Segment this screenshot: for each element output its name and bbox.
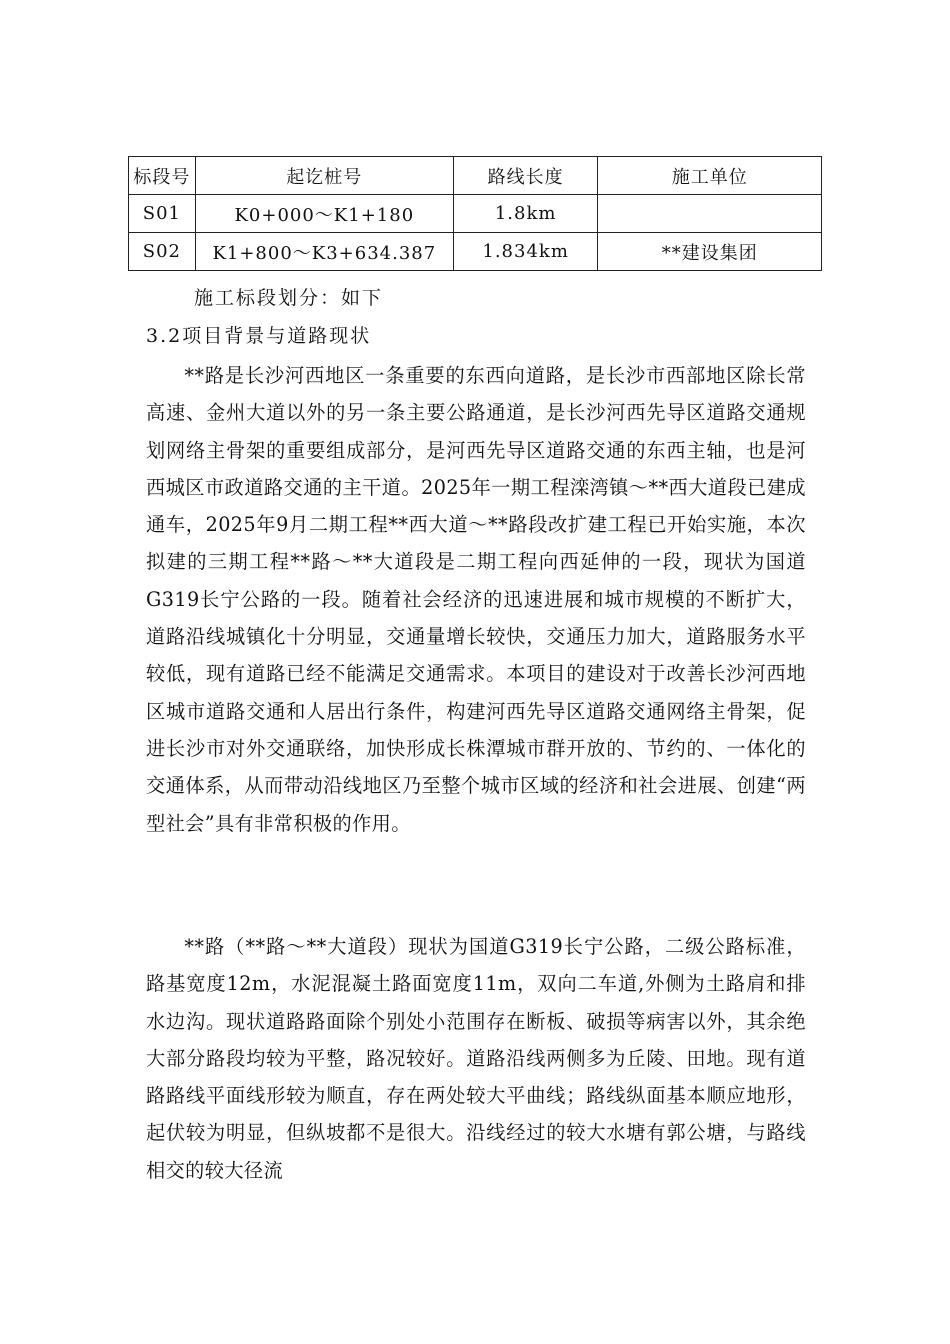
cell-section-no: S01 (129, 195, 196, 233)
cell-contractor: **建设集团 (598, 233, 822, 271)
cell-length: 1.834km (453, 233, 598, 271)
table-header-row (129, 157, 822, 195)
table-caption: 施工标段划分：如下 (194, 287, 384, 309)
header-chainage: 起讫桩号 (195, 157, 453, 195)
cell-section-no: S02 (129, 233, 196, 271)
table-row (129, 233, 822, 271)
table-row (129, 195, 822, 233)
cell-length: 1.8km (453, 195, 598, 233)
cell-chainage: K1+800～K3+634.387 (195, 233, 453, 271)
section-heading: 3.2项目背景与道路现状 (146, 325, 372, 347)
paragraph-background: **路是长沙河西地区一条重要的东西向道路，是长沙市西部地区除长常高速、金州大道以外的另一条主要公路通道，是长沙河西先导区道路交通规划网络主骨架的重要组成部分，是河西先导区道路交通的东西主轴，也是河西城区市政道路交通的主干道。2025年一期工程滦湾镇～**西大道段已建成通车，2025年9月二期工程**西大道～**路段改扩建工程已开始实施，本次拟建的三期工程**路～**大道段是二期工程向西延伸的一段，现状为国道G319长宁公路的一段。随着社会经济的迅速进展和城市规模的不断扩大，道路沿线城镇化十分明显，交通量增长较快，交通压力加大，道路服务水平较低，现有道路已经不能满足交通需求。本项目的建设对于改善长沙河西地区城市道路交通和人居出行条件，构建河西先导区道路交通网络主骨架，促进长沙市对外交通联络，加快形成长株潭城市群开放的、节约的、一体化的交通体系，从而带动沿线地区乃至整个城市区域的经济和社会进展、创建“两型社会”具有非常积极的作用。 (146, 364, 806, 835)
header-section-no: 标段号 (129, 157, 196, 195)
header-contractor: 施工单位 (598, 157, 822, 195)
paragraph-current-status: **路（**路～**大道段）现状为国道G319长宁公路，二级公路标准，路基宽度12m，水泥混凝土路面宽度11m，双向二车道,外侧为土路肩和排水边沟。现状道路路面除个别处小范围存在断板、破损等病害以外，其余绝大部分路段均较为平整，路况较好。道路沿线两侧多为丘陵、田地。现有道路路线平面线形较为顺直，存在两处较大平曲线；路线纵面基本顺应地形，起伏较为明显，但纵坡都不是很大。沿线经过的较大水塘有郭公塘，与路线相交的较大径流 (146, 935, 806, 1182)
cell-chainage: K0+000～K1+180 (195, 195, 453, 233)
cell-contractor (598, 195, 822, 233)
header-length: 路线长度 (453, 157, 598, 195)
section-table (128, 156, 822, 271)
